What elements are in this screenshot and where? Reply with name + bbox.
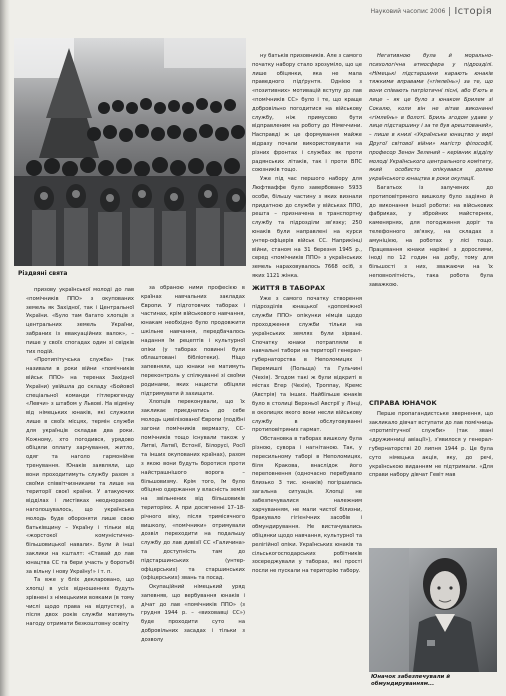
paragraph: Обстановка в таборах вишколу була різною, сувора і нагнітаною. Так, у пересильному таборі в Неполомицях, біля Кракова, внаслідок його переповнення (одночасно перебувало близько 3 тис. юнаків) погіршилась загальна ситуація. Хлопці не забезпечувалися належним харчуванням, не мали чистої білизни, бракувало гігієнічних засобів і обмундирування. Не вистачувались обіцянки щодо навчання, культурної та релігійної опіки. Українських юнаків та сільськогосподарських робітників зосереджували у таборах, які прості посли не пускали на територію табору. xyxy=(252,436,362,575)
photo2-caption: Юначок забезпечували й обмундируванням... xyxy=(371,674,450,687)
paragraph: призову української молоді до лав «помічників ППО» з окупованих земель як Західної, так і Центральної України. «Було там багато хлопців з центральних земель України, забраних із евакуаційних валок», – пише у своїх спогадах один зі свідків тих подій. xyxy=(26,287,134,355)
issue-text: Науковий часопис 2006 xyxy=(370,8,446,15)
article-column-1 xyxy=(26,286,134,690)
quote-block xyxy=(369,52,493,184)
article-column-5 xyxy=(369,396,493,546)
paragraph: Уже з самого початку створення підрозділів юнацької «допоміжної служби ППО» опікунки німців щодо проходження служби тільки на українських землях були зірвані. Спочатку юнаки потрапляли в навчальні табори на території генерал-губернаторства в Неполомицях і Перемишлі (Польща) та Гульчині (Чехія). Згодом такі ж були відкриті в містах Егер (Чехія), Троппау, Кремс (Австрія) та інших. Найбільше юнаків було в столиці Верхньої Австрії у Лінці, в околицях якого вони несли військову службу в обслуговуванні протиповітряних гармат. xyxy=(252,295,362,434)
article-column-4 xyxy=(369,52,493,392)
paragraph: Хлопців переконували, що їх закликає приєднатись до себе молодь цивілізованої Європи (подібні загони помічників вермахту, СС-помічників тощо існували також у Литві, Латвії, Естонії, Білорусі, Росії та інших окупованих країнах), разом з якою вони будуть боротися проти найстрашнішого ворога – більшовизму. Крім того, їм було обіцяно одержання у власність землі на звільнених від більшовиків територіях. А при досягненні 17–18-річного віку, після тримісячного вишколу, «помічники» отримували дозвіл переходити на подальшу службу до лав дивізії СС «Галичина» та доступність там до підстаршинських (унтер-офіцерських) та старшинських (офіцерських) звань та посад. xyxy=(141,399,245,582)
paragraph: ну батьків призовників. Але з самого початку набору стало зрозуміло, що це лише обіцянки, яка не мала праведного підґрунтя. Однією з «позитивних» мотивацій вступу до лав «помічників СС» було і те, що краще добровільно погодитися на військову службу, ніж примусово бути відправленим на роботу до Німеччини. Насправді ж це формування майже відразу почали використовувати на різних фронтах і службах як проти радянських літаків, так і проти ВПС союзників тощо. xyxy=(252,53,362,174)
paragraph: «Протипітучська служба» (так називали в роки війни «помічників військ ППО» на теренах Західної України) увійшла до складу «Бойової спеціальної команди гітлерюгенду «Левчи» з штабом у Львові. На відміну від німецьких юнаків, які служили лише в своїх місцях, термін служби для українців складав два роки. Кожному, хто погодився, урядово обіцяли оплату харчування, житло, одяг та наголо гармонійне тренування. Юнаків заявляли, що вони проходитимуть службу разом з своїми співвітчизниками та лише на території своєї країни. У атакуючих відділах і листівках неодноразово наголошувалось, що українська молодь буде обороняти лише свою батьківщину – Україну і тільки від «жорстокої комуністично-більшовицької навали». Були й інші заклики на кшталт: «Ставай до лав юнацтва СС та бери участь у боротьбі за вільну і нову Україну!» і т. п. xyxy=(26,357,134,575)
section-heading-camps: ЖИТТЯ В ТАБОРАХ xyxy=(252,283,326,292)
paragraph: Негативною була й морально-психологічна атмосфера у підрозділі. «Німецькі підстаршини карають юнаків тяжкими вправами («гімлеїнь») за те, що вони співають патріотичні пісні, або б'ють в лице – як це було з юнаком Брилем зі Сокалю, коли він не вітав виконанні «гімлеїнь» в болоті. Бриль згодом удаве у лице підстаршину і за те був арештований», – пише в книзі «Українське юнацтво у вирі Другої світової війни» магістр філософії, професор Зенон Зелений – керівник відділу молоді Українського центрального комітету, який особисто опікувався долею українського юнацтва в роки окупації. xyxy=(369,53,493,183)
paragraph: Та вже у бліх декларовано, що хлопці в усіх відношеннях будуть зрівнені з німецькими вояками (в тому числі щодо права на відпустку), а після двох років служби матимуть нагоду отримати безкоштовну освіту xyxy=(26,577,134,628)
paragraph: Перше пропагандистське звернення, що закликало дівчат вступати до лав помічниць «протипітучної служби» (так звані «дружинниці авіації»), з'явилося у генерал-губернаторстві 20 липня 1944 р. Це була суто німецька акція, яку, до речі, українською виданням не підтримали. «Для справи набору дівчат Гевіт мав xyxy=(369,410,493,479)
section-title: Історія xyxy=(454,6,492,17)
section-heading-girls: СПРАВА ЮНАЧОК xyxy=(369,399,437,407)
paragraph: Уже під час першого набору для Люфтваффе було завербовано 5933 особи, більшу частину з яких визнали придатною до служби у військах ППО, решта – призначена в транспортну службу та підрозділи зв'язку; 250 юнаків були направлені на курси унтер-офіцерів військ СС. Наприкінці війни, станом на 31 березня 1945 р., серед «помічників ППО» з українських земель нараховувалось 7668 осіб, з яких 1121 жінка. xyxy=(252,176,362,279)
christmas-gathering-photo xyxy=(14,38,246,266)
page-header xyxy=(371,6,492,17)
article-column-3 xyxy=(252,52,362,692)
page-gutter-shadow xyxy=(0,0,10,696)
paragraph: Окупаційний німецький уряд запевняв, що вербування юнаків і дічат до лав «помічників ППО» (з грудня 1944 р. – «виховавці СС») буде проходити суто на добровільних засадах і тільки з дозволу xyxy=(141,584,245,643)
article-column-2 xyxy=(141,284,245,692)
paragraph: за обраною ними професією в країнах навчальних закладах Європи. У підготовчих таборах і частинах, крім військового навчання, юнакам необхідно було продовжити шкільне навчання, передбачалось надання їм рецептів і культурної опіки (у таборах повинні були облаштовані бібліотеки). Ніщо запевняли, що юнаки не матимуть переконтроль у спілкуванні зі своїми родинами, яких нацисти обіцяли підтримувати й захищати. xyxy=(141,285,245,397)
photo1-caption: Різдвяні свята xyxy=(18,270,68,277)
paragraph: Багатьох із залучених до протиповітряного вишколу було задіяно й до виконання іншої роботи: на військових фабриках, у збройних майстернях, каменярнях, для погодження доріг та телефонного зв'язку, на складах з амуніцією, на роботах у лісі тощо. Працевання юнаки нарівні з дорослими, іноді по 12 годин на добу, тому для більшості з них, зважаючи на їх неповнолітність, така робота була заважкою. xyxy=(369,184,493,288)
girl-in-uniform-photo xyxy=(369,548,497,672)
header-divider xyxy=(449,7,450,16)
